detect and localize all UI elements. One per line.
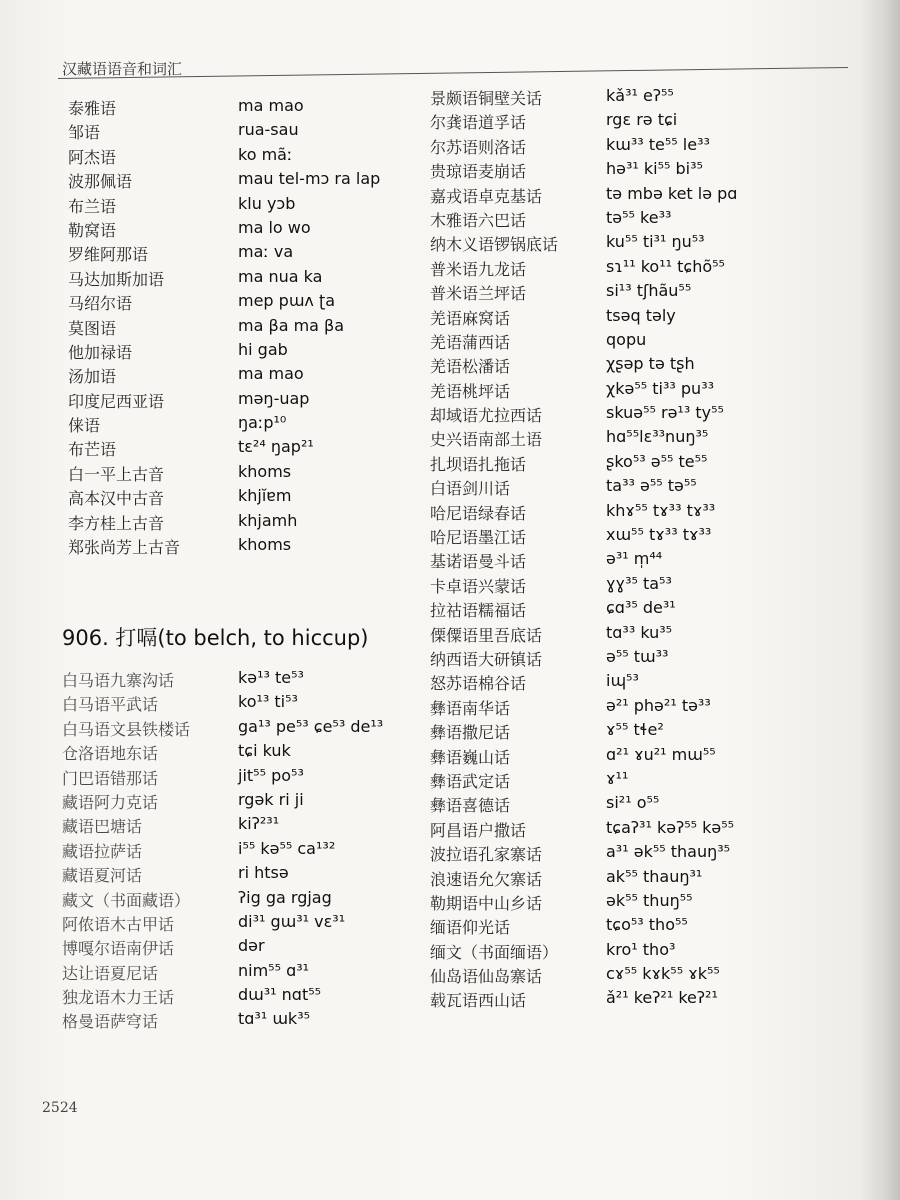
word-form: tɕaʔ³¹ kəʔ⁵⁵ kə⁵⁵ bbox=[606, 817, 735, 837]
language-name: 门巴语错那话 bbox=[62, 768, 159, 788]
word-form: ɤ¹¹ bbox=[606, 768, 629, 788]
word-form: ma βa ma βa bbox=[238, 315, 345, 335]
language-name: 嘉戎语卓克基话 bbox=[430, 186, 543, 206]
entry-row bbox=[430, 671, 870, 695]
language-name: 傈僳语里吾底话 bbox=[430, 625, 543, 645]
entry-row bbox=[62, 888, 402, 912]
entry-row bbox=[430, 915, 870, 939]
language-name: 郑张尚芳上古音 bbox=[68, 538, 181, 558]
language-name: 浪速语允欠寨话 bbox=[430, 869, 543, 889]
entry-row bbox=[62, 912, 402, 936]
word-form: maː va bbox=[238, 242, 294, 262]
word-form: tə mbə ket lə pɑ bbox=[606, 183, 738, 203]
language-name: 莫图语 bbox=[68, 318, 117, 338]
entry-row bbox=[62, 692, 402, 716]
entry-row bbox=[430, 403, 870, 427]
language-name: 马绍尔语 bbox=[68, 294, 133, 314]
left-top-entry-list bbox=[68, 96, 398, 559]
page-number: 2524 bbox=[42, 1100, 78, 1116]
entry-row bbox=[62, 936, 402, 960]
word-form: məŋ-uap bbox=[238, 388, 310, 408]
word-form: ko mãː bbox=[238, 144, 293, 164]
entry-row bbox=[68, 145, 398, 169]
word-form: rua-sau bbox=[238, 120, 299, 140]
language-name: 高本汉中古音 bbox=[68, 489, 165, 509]
left-bottom-entry-list bbox=[62, 668, 402, 1034]
language-name: 汤加语 bbox=[68, 367, 117, 387]
entry-row bbox=[430, 623, 870, 647]
entry-row bbox=[68, 194, 398, 218]
language-name: 格曼语萨穹话 bbox=[62, 1012, 159, 1032]
entry-row bbox=[430, 988, 870, 1012]
word-form: di³¹ gɯ³¹ vɛ³¹ bbox=[238, 911, 346, 931]
word-form: kə¹³ te⁵³ bbox=[238, 668, 304, 687]
entry-row bbox=[430, 964, 870, 988]
language-name: 木雅语六巴话 bbox=[430, 210, 527, 230]
entry-row bbox=[68, 291, 398, 315]
word-form: hɑ⁵⁵lɛ³³nuŋ³⁵ bbox=[606, 427, 709, 447]
word-form: ma mao bbox=[238, 96, 304, 115]
language-name: 怒苏语棉谷话 bbox=[430, 674, 527, 694]
language-name: 印度尼西亚语 bbox=[68, 391, 165, 411]
language-name: 缅语仰光话 bbox=[430, 918, 511, 938]
language-name: 阿昌语户撒话 bbox=[430, 820, 527, 840]
word-form: cɤ⁵⁵ kɤk⁵⁵ ɤk⁵⁵ bbox=[606, 964, 720, 984]
word-form: tɕi kuk bbox=[238, 741, 291, 761]
language-name: 彝语武定话 bbox=[430, 771, 511, 791]
language-name: 独龙语木力王话 bbox=[62, 988, 175, 1008]
word-form: χʂəp tə tʂh bbox=[606, 354, 695, 374]
entry-row bbox=[430, 159, 870, 183]
entry-row bbox=[62, 741, 402, 765]
word-form: ko¹³ ti⁵³ bbox=[238, 692, 298, 712]
word-form: khɤ⁵⁵ tɤ³³ tɤ³³ bbox=[606, 500, 716, 520]
entry-row bbox=[430, 525, 870, 549]
entry-row bbox=[68, 96, 398, 120]
entry-row bbox=[430, 354, 870, 378]
word-form: klu yɔb bbox=[238, 193, 296, 213]
entry-row bbox=[430, 940, 870, 964]
language-name: 拉祜语糯福话 bbox=[430, 601, 527, 621]
language-name: 尔龚语道孚话 bbox=[430, 113, 527, 133]
running-header: 汉藏语语音和词汇 bbox=[62, 60, 183, 78]
entry-row bbox=[430, 598, 870, 622]
language-name: 羌语松潘话 bbox=[430, 357, 511, 377]
word-form: tɑ³³ ku³⁵ bbox=[606, 622, 673, 642]
language-name: 彝语巍山话 bbox=[430, 747, 511, 767]
language-name: 羌语麻窝话 bbox=[430, 308, 511, 328]
section-title: 906. 打嗝(to belch, to hiccup) bbox=[62, 626, 369, 650]
language-name: 仙岛语仙岛寨话 bbox=[430, 967, 543, 987]
word-form: χkə⁵⁵ ti³³ pu³³ bbox=[606, 378, 715, 398]
entry-row bbox=[430, 696, 870, 720]
entry-row bbox=[68, 120, 398, 144]
word-form: xɯ⁵⁵ tɤ³³ tɤ³³ bbox=[606, 525, 712, 545]
word-form: kiʔ²³¹ bbox=[238, 814, 280, 834]
language-name: 哈尼语绿春话 bbox=[430, 503, 527, 523]
word-form: ə²¹ phə²¹ tə³³ bbox=[606, 695, 711, 715]
word-form: ə³¹ m̩⁴⁴ bbox=[606, 549, 663, 569]
word-form: ɣɣ³⁵ ta⁵³ bbox=[606, 573, 672, 593]
entry-row bbox=[430, 86, 870, 110]
entry-row bbox=[68, 437, 398, 461]
language-name: 勒窝语 bbox=[68, 220, 117, 240]
entry-row bbox=[430, 476, 870, 500]
word-form: ak⁵⁵ thauŋ³¹ bbox=[606, 866, 703, 886]
language-name: 缅文（书面缅语） bbox=[430, 942, 559, 962]
entry-row bbox=[430, 842, 870, 866]
entry-row bbox=[430, 745, 870, 769]
entry-row bbox=[430, 867, 870, 891]
word-form: ə⁵⁵ tɯ³³ bbox=[606, 646, 669, 666]
language-name: 藏语拉萨话 bbox=[62, 841, 143, 861]
word-form: kro¹ tho³ bbox=[606, 939, 676, 959]
entry-row bbox=[430, 769, 870, 793]
entry-row bbox=[430, 379, 870, 403]
language-name: 却域语尤拉西话 bbox=[430, 406, 543, 426]
language-name: 波那佩语 bbox=[68, 172, 133, 192]
language-name: 白马语文县铁楼话 bbox=[62, 719, 191, 739]
language-name: 彝语喜德话 bbox=[430, 796, 511, 816]
word-form: ʂko⁵³ ə⁵⁵ te⁵⁵ bbox=[606, 451, 708, 471]
word-form: hi gab bbox=[238, 339, 288, 359]
word-form: khjamh bbox=[238, 510, 298, 530]
entry-row bbox=[62, 961, 402, 985]
language-name: 勒期语中山乡话 bbox=[430, 893, 543, 913]
word-form: mep pɯʌ ʈa bbox=[238, 291, 336, 311]
word-form: ʔig ga rgjag bbox=[238, 887, 332, 907]
entry-row bbox=[430, 110, 870, 134]
word-form: kɯ³³ te⁵⁵ le³³ bbox=[606, 134, 710, 154]
word-form: ma mao bbox=[238, 364, 304, 384]
word-form: skuə⁵⁵ rə¹³ ty⁵⁵ bbox=[606, 403, 724, 423]
word-form: ɤ⁵⁵ tɬe² bbox=[606, 720, 664, 740]
word-form: tɕo⁵³ tho⁵⁵ bbox=[606, 915, 688, 935]
language-name: 史兴语南部土语 bbox=[430, 430, 543, 450]
language-name: 哈尼语墨江话 bbox=[430, 528, 527, 548]
entry-row bbox=[430, 232, 870, 256]
word-form: tɛ²⁴ ŋap²¹ bbox=[238, 437, 314, 457]
language-name: 藏语阿力克话 bbox=[62, 792, 159, 812]
entry-row bbox=[62, 766, 402, 790]
word-form: i⁵⁵ kə⁵⁵ ca¹³² bbox=[238, 838, 336, 858]
entry-row bbox=[430, 184, 870, 208]
language-name: 羌语桃坪话 bbox=[430, 381, 511, 401]
word-form: ku⁵⁵ ti³¹ ŋu⁵³ bbox=[606, 232, 705, 252]
entry-row bbox=[68, 486, 398, 510]
language-name: 卡卓语兴蒙话 bbox=[430, 576, 527, 596]
language-name: 白一平上古音 bbox=[68, 464, 165, 484]
word-form: a³¹ ək⁵⁵ thauŋ³⁵ bbox=[606, 842, 731, 862]
word-form: khoms bbox=[238, 535, 292, 555]
word-form: tsəq təly bbox=[606, 305, 676, 325]
language-name: 普米语九龙话 bbox=[430, 259, 527, 279]
word-form: hə³¹ ki⁵⁵ bi³⁵ bbox=[606, 159, 703, 179]
entry-row bbox=[62, 668, 402, 692]
entry-row bbox=[68, 169, 398, 193]
entry-row bbox=[68, 316, 398, 340]
word-form: sɿ¹¹ ko¹¹ tɕhõ⁵⁵ bbox=[606, 256, 725, 276]
entry-row bbox=[62, 985, 402, 1009]
entry-row bbox=[430, 257, 870, 281]
entry-row bbox=[430, 306, 870, 330]
entry-row bbox=[430, 427, 870, 451]
word-form: nim⁵⁵ ɑ³¹ bbox=[238, 960, 310, 980]
word-form: ǎ²¹ keʔ²¹ keʔ²¹ bbox=[606, 988, 718, 1008]
word-form: iɰ⁵³ bbox=[606, 671, 639, 691]
entry-row bbox=[430, 452, 870, 476]
entry-row bbox=[430, 891, 870, 915]
language-name: 布芒语 bbox=[68, 440, 117, 460]
entry-row bbox=[68, 218, 398, 242]
entry-row bbox=[68, 462, 398, 486]
word-form: tɑ³¹ ɯk³⁵ bbox=[238, 1009, 311, 1029]
entry-row bbox=[430, 818, 870, 842]
word-form: tə⁵⁵ ke³³ bbox=[606, 207, 672, 227]
language-name: 普米语兰坪话 bbox=[430, 284, 527, 304]
language-name: 阿杰语 bbox=[68, 147, 117, 167]
entry-row bbox=[68, 267, 398, 291]
language-name: 藏语巴塘话 bbox=[62, 817, 143, 837]
language-name: 羌语蒲西话 bbox=[430, 332, 511, 352]
word-form: khoms bbox=[238, 461, 292, 481]
language-name: 博嘎尔语南伊话 bbox=[62, 939, 175, 959]
word-form: mau tel-mɔ ra lap bbox=[238, 169, 381, 189]
language-name: 仓洛语地东话 bbox=[62, 744, 159, 764]
entry-row bbox=[62, 863, 402, 887]
language-name: 白语剑川话 bbox=[430, 479, 511, 499]
word-form: rgɛ rə tɕi bbox=[606, 110, 678, 130]
language-name: 泰雅语 bbox=[68, 99, 117, 118]
word-form: jit⁵⁵ po⁵³ bbox=[238, 765, 304, 785]
language-name: 藏语夏河话 bbox=[62, 866, 143, 886]
language-name: 基诺语曼斗话 bbox=[430, 552, 527, 572]
entry-row bbox=[430, 330, 870, 354]
entry-row bbox=[68, 535, 398, 559]
word-form: ŋaːp¹⁰ bbox=[238, 413, 287, 433]
word-form: khjĭɐm bbox=[238, 486, 292, 506]
language-name: 阿侬语木古甲话 bbox=[62, 914, 175, 934]
entry-row bbox=[430, 281, 870, 305]
word-form: ma nua ka bbox=[238, 266, 323, 286]
entry-row bbox=[62, 839, 402, 863]
language-name: 布兰语 bbox=[68, 196, 117, 216]
entry-row bbox=[68, 340, 398, 364]
entry-row bbox=[430, 793, 870, 817]
language-name: 俫语 bbox=[68, 416, 101, 436]
word-form: dər bbox=[238, 936, 265, 956]
word-form: ta³³ ə⁵⁵ tə⁵⁵ bbox=[606, 476, 697, 496]
language-name: 纳西语大研镇话 bbox=[430, 649, 543, 669]
language-name: 景颇语铜壁关话 bbox=[430, 89, 543, 108]
entry-row bbox=[430, 549, 870, 573]
word-form: ma lo wo bbox=[238, 217, 311, 237]
language-name: 载瓦语西山话 bbox=[430, 991, 527, 1011]
right-entry-list bbox=[430, 86, 870, 1013]
entry-row bbox=[68, 413, 398, 437]
entry-row bbox=[430, 135, 870, 159]
word-form: rgək ri ji bbox=[238, 789, 304, 809]
word-form: ɕɑ³⁵ de³¹ bbox=[606, 598, 676, 618]
entry-row bbox=[430, 720, 870, 744]
word-form: ga¹³ pe⁵³ ɕe⁵³ de¹³ bbox=[238, 716, 384, 736]
language-name: 彝语撒尼话 bbox=[430, 723, 511, 743]
entry-row bbox=[430, 208, 870, 232]
entry-row bbox=[430, 501, 870, 525]
entry-row bbox=[68, 511, 398, 535]
language-name: 纳木义语锣锅底话 bbox=[430, 235, 559, 255]
entry-row bbox=[68, 242, 398, 266]
language-name: 波拉语孔家寨话 bbox=[430, 845, 543, 865]
language-name: 达让语夏尼话 bbox=[62, 963, 159, 983]
language-name: 彝语南华话 bbox=[430, 698, 511, 718]
language-name: 马达加斯加语 bbox=[68, 269, 165, 289]
entry-row bbox=[430, 574, 870, 598]
word-form: ək⁵⁵ thuŋ⁵⁵ bbox=[606, 890, 693, 910]
language-name: 白马语九寨沟话 bbox=[62, 671, 175, 690]
entry-row bbox=[62, 814, 402, 838]
entry-row bbox=[68, 364, 398, 388]
word-form: qopu bbox=[606, 329, 647, 349]
entry-row bbox=[430, 647, 870, 671]
language-name: 李方桂上古音 bbox=[68, 513, 165, 533]
word-form: si²¹ o⁵⁵ bbox=[606, 793, 660, 813]
language-name: 罗维阿那语 bbox=[68, 245, 149, 265]
entry-row bbox=[62, 717, 402, 741]
language-name: 尔苏语则洛话 bbox=[430, 137, 527, 157]
language-name: 扎坝语扎拖话 bbox=[430, 454, 527, 474]
language-name: 他加禄语 bbox=[68, 342, 133, 362]
language-name: 白马语平武话 bbox=[62, 695, 159, 715]
language-name: 贵琼语麦崩话 bbox=[430, 162, 527, 182]
language-name: 邹语 bbox=[68, 123, 101, 143]
entry-row bbox=[62, 1009, 402, 1033]
word-form: si¹³ tʃhãu⁵⁵ bbox=[606, 281, 692, 301]
word-form: kǎ³¹ eʔ⁵⁵ bbox=[606, 86, 674, 105]
word-form: dɯ³¹ nɑt⁵⁵ bbox=[238, 985, 322, 1005]
word-form: ɑ²¹ ɤu²¹ mɯ⁵⁵ bbox=[606, 744, 716, 764]
language-name: 藏文（书面藏语） bbox=[62, 890, 191, 910]
entry-row bbox=[62, 790, 402, 814]
entry-row bbox=[68, 389, 398, 413]
word-form: ri htsə bbox=[238, 863, 289, 883]
